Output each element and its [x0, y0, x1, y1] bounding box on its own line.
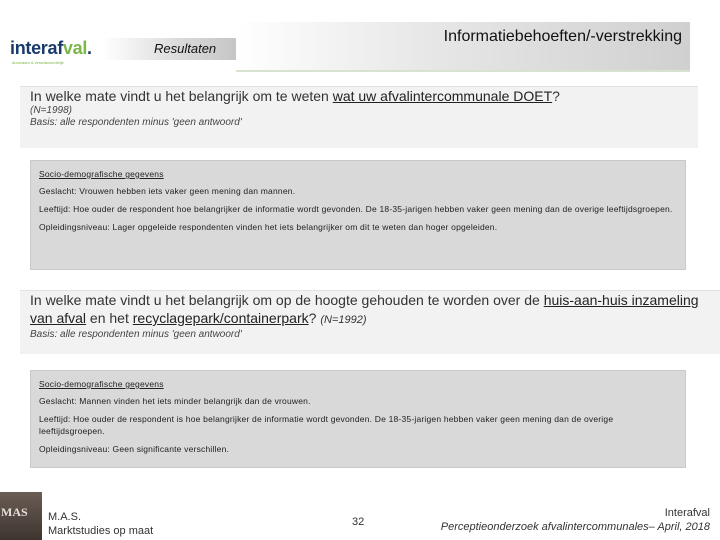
question-2-mid: en het	[86, 310, 133, 326]
question-2-sample-size: (N=1992)	[320, 314, 367, 326]
footer-company	[48, 510, 153, 538]
question-2-band	[20, 290, 720, 354]
page-title: Informatiebehoeften/-verstrekking	[443, 28, 682, 45]
footer-company-name: M.A.S.	[48, 511, 82, 523]
question-2-basis: Basis: alle respondenten minus 'geen antwoord'	[30, 329, 242, 340]
question-2-emphasis-2: recyclagepark/containerpark	[132, 310, 309, 326]
findings-1-education: Opleidingsniveau: Lager opgeleide respondenten vinden het iets belangrijker om dit te weten dan hoger opgeleiden.	[39, 222, 498, 232]
question-2-prefix: In welke mate vindt u het belangrijk om op de hoogte gehouden te worden over de	[30, 292, 544, 308]
title-divider	[236, 70, 690, 72]
footer-client: Interafval	[664, 507, 710, 519]
question-1-band	[20, 86, 698, 148]
interafval-logo	[10, 38, 92, 65]
findings-2-gender: Geslacht: Mannen vinden het iets minder belangrijk dan de vrouwen.	[39, 396, 311, 406]
findings-1-age: Leeftijd: Hoe ouder de respondent hoe belangrijker de informatie wordt gevonden. De 18-35-jarigen hebben vaker geen mening dan de overige leeftijdsgroepen.	[39, 204, 673, 214]
findings-2-heading: Socio-demografische gegevens	[39, 379, 164, 389]
question-2-emphasis-1: huis-aan-huis inzameling van afval	[30, 292, 699, 326]
findings-box-1	[30, 160, 686, 270]
footer-report-info	[441, 506, 710, 534]
findings-1-gender: Geslacht: Vrouwen hebben iets vaker geen mening dan mannen.	[39, 186, 296, 196]
question-1-suffix: ?	[552, 88, 560, 104]
page-number: 32	[352, 516, 365, 528]
logo-wordmark	[10, 38, 92, 59]
logo-text-accent: val	[62, 38, 88, 58]
mas-logo	[0, 492, 42, 540]
question-1-text	[20, 87, 698, 105]
footer-company-tagline: Marktstudies op maat	[48, 525, 154, 537]
question-2-text	[20, 291, 720, 329]
logo-text-dot: .	[87, 38, 92, 58]
findings-2-age: Leeftijd: Hoe ouder de respondent is hoe belangrijker de informatie wordt gevonden. De 18-35-jarigen hebben vaker geen mening dan de overige leeftijdsgroepen.	[39, 414, 614, 436]
findings-2-education: Opleidingsniveau: Geen significante verschillen.	[39, 444, 230, 454]
findings-1-heading: Socio-demografische gegevens	[39, 169, 164, 179]
logo-tagline: duurzaam & verantwoordelijk	[12, 60, 64, 65]
question-1-emphasis: wat uw afvalintercommunale DOET	[332, 88, 553, 104]
title-banner	[236, 22, 690, 70]
findings-box-2	[30, 370, 686, 468]
logo-text-main: interaf	[10, 38, 63, 58]
mas-logo-text: MAS	[1, 505, 28, 519]
footer-report-title: Perceptieonderzoek afvalintercommunales– April, 2018	[440, 521, 710, 533]
question-1-basis: Basis: alle respondenten minus 'geen antwoord'	[30, 117, 242, 128]
question-1-sample-size: (N=1998)	[30, 105, 72, 116]
question-2-suffix: ?	[308, 310, 321, 326]
section-tab-label: Resultaten	[154, 41, 217, 56]
question-1-prefix: In welke mate vindt u het belangrijk om te weten	[30, 88, 333, 104]
